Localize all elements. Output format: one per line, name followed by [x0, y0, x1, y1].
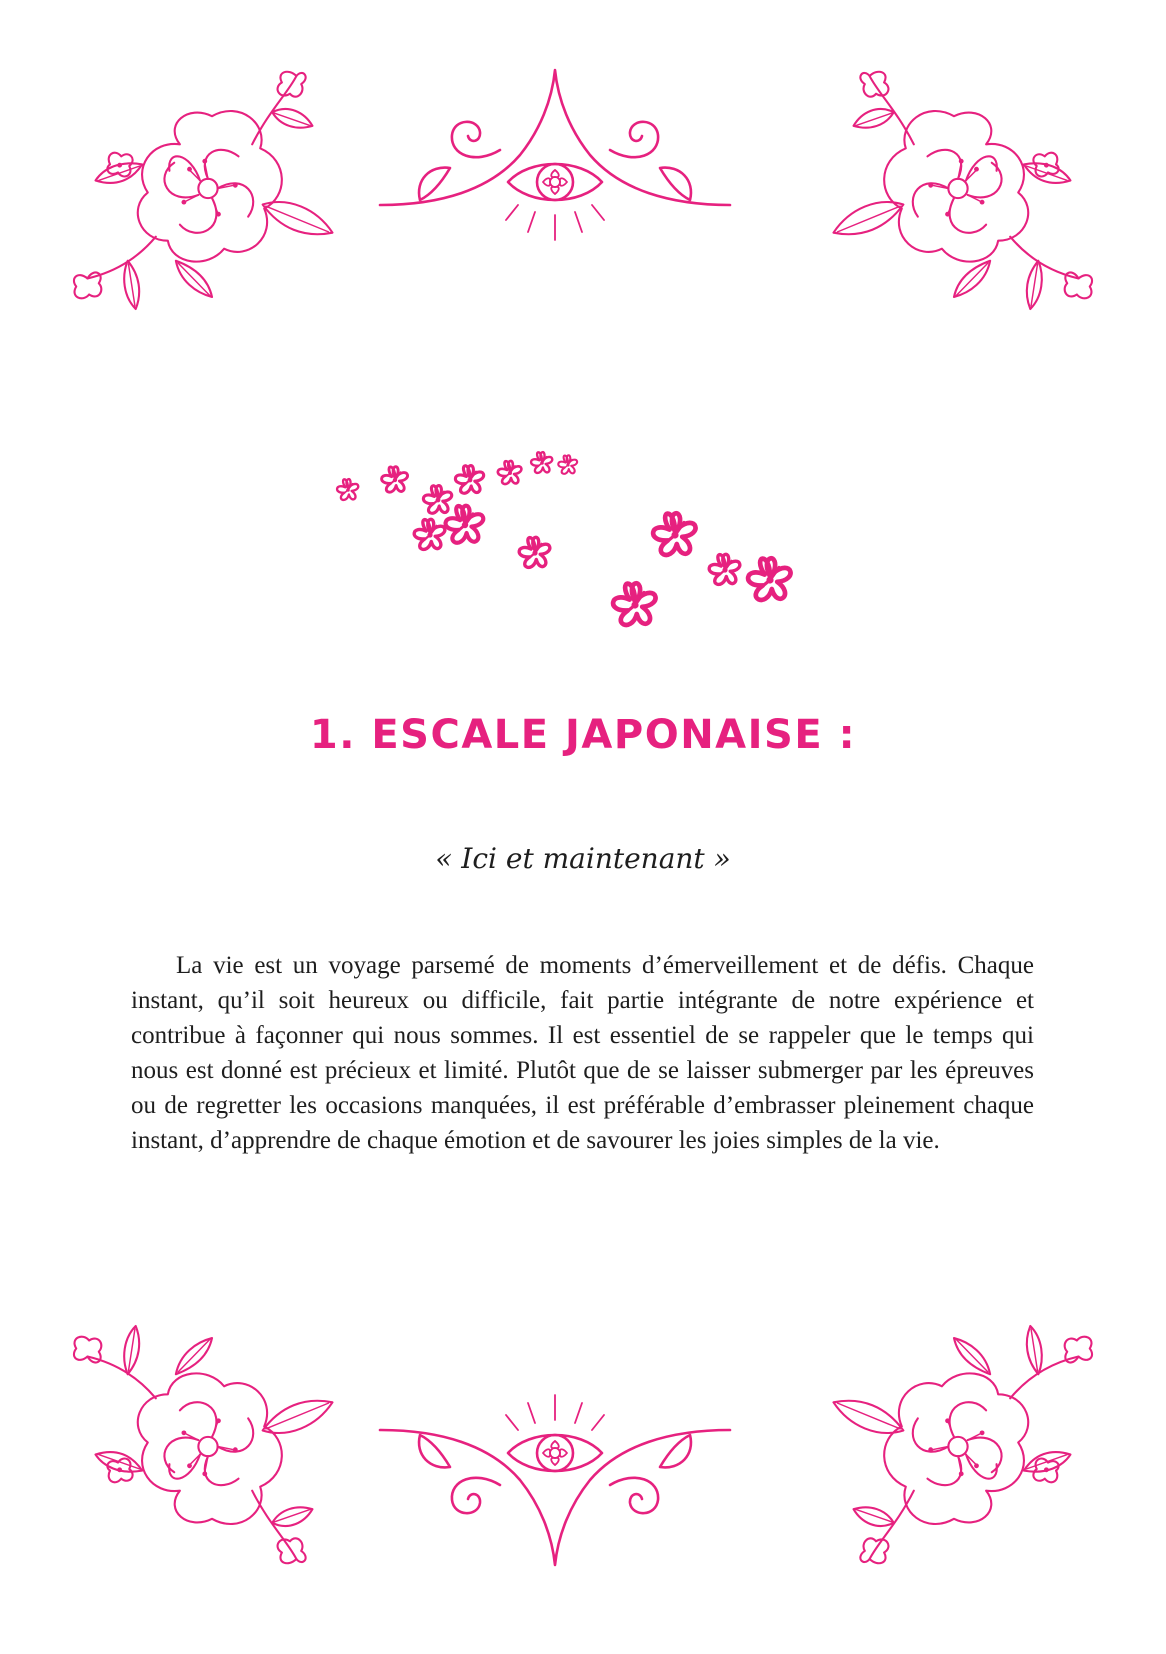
- mystic-eye-icon: [380, 1390, 730, 1565]
- body-paragraph: La vie est un voyage parsemé de moments d’émerveillement et de défis. Chaque instant, qu’il soit heureux ou difficile, fait partie intégrante de notre expérience et contribue à façonner qui nous sommes. Il est essentiel de se rappeler que le temps qui nous est donné est précieux et limité. Plutôt que de se laisser submerger par les épreuves ou de regretter les occasions manquées, il est préférable d’embrasser pleinement chaque instant, d’apprendre de chaque émotion et de savourer les joies simples de la vie.: [131, 952, 1034, 1154]
- flower-bouquet-icon: [38, 1322, 378, 1567]
- flower-bouquet-icon: [38, 68, 378, 313]
- cherry-blossom-cluster-icon: [320, 445, 810, 635]
- chapter-title: 1. ESCALE JAPONAISE :: [309, 712, 857, 758]
- epigraph: « Ici et maintenant »: [435, 842, 731, 875]
- mystic-eye-icon: [380, 70, 730, 245]
- flower-bouquet-icon: [788, 1322, 1128, 1567]
- flower-bouquet-icon: [788, 68, 1128, 313]
